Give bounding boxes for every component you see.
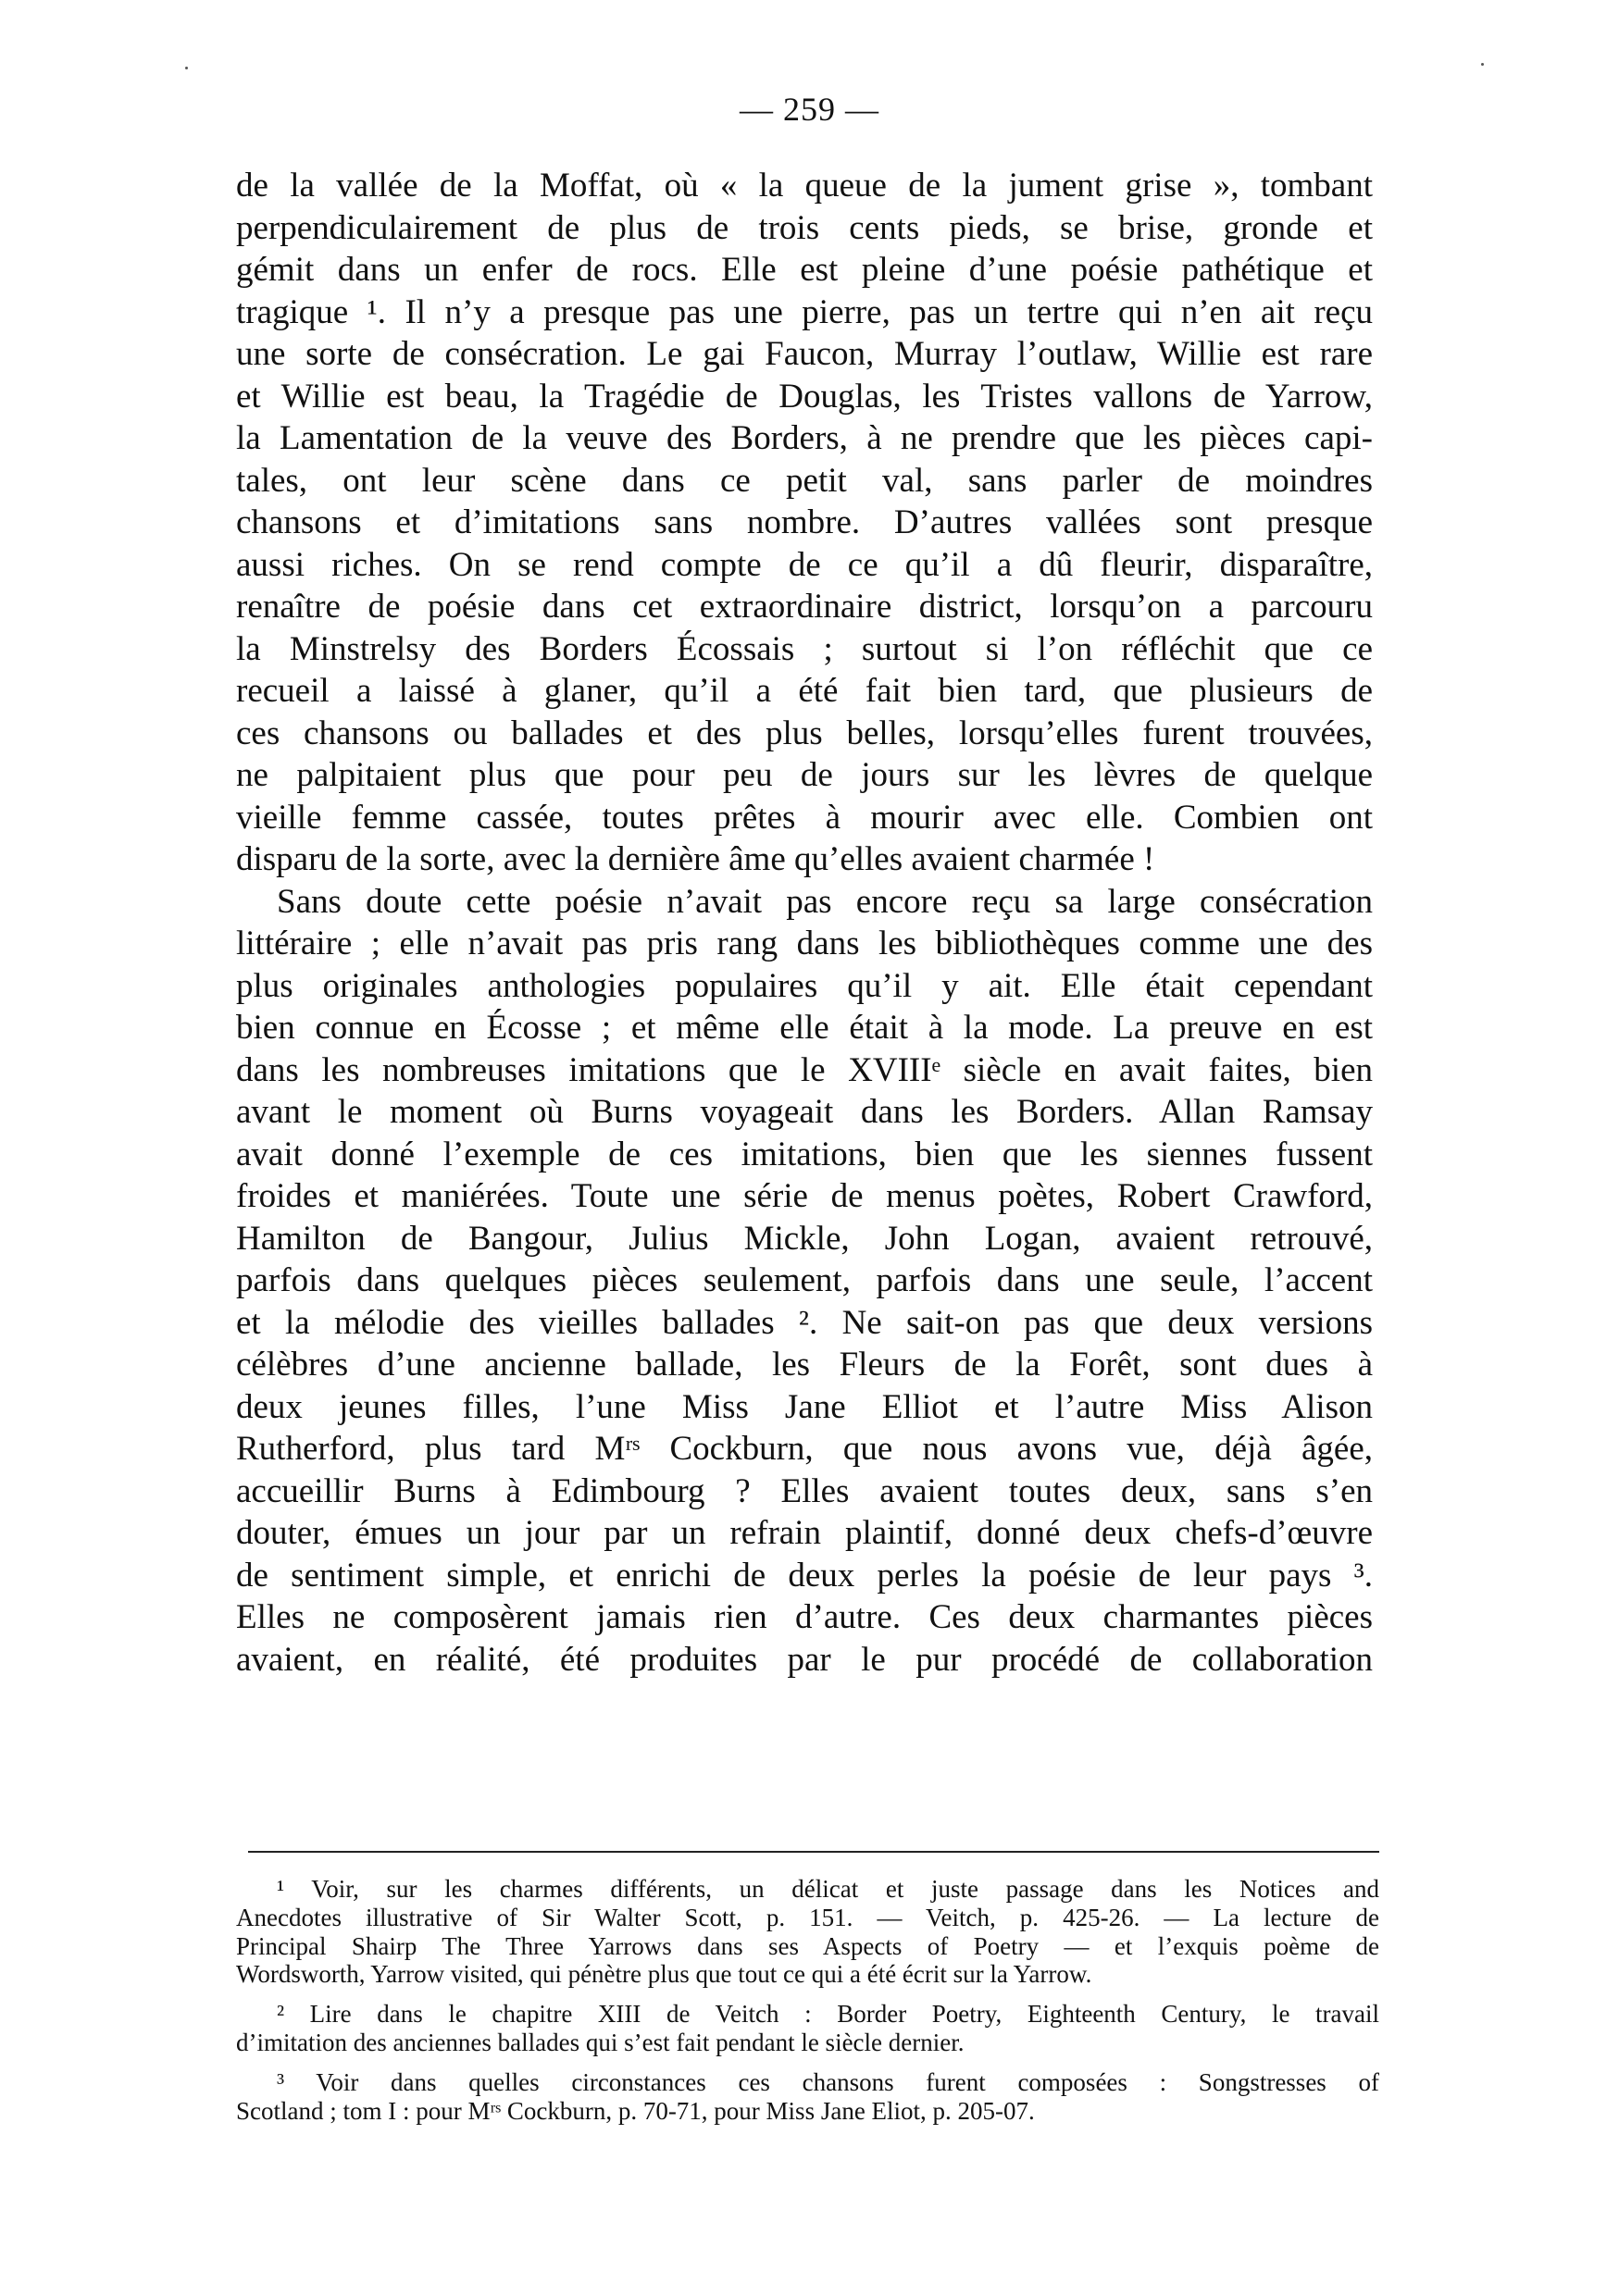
footnote-line: Anecdotes illustrative of Sir Walter Scott, p. 151. — Veitch, p. 425-26. — La lecture de [236, 1903, 1379, 1931]
footnote-3 [236, 2068, 1379, 2126]
print-speck [1481, 63, 1484, 66]
text-line: aussi riches. On se rend compte de ce qu’il a dû fleurir, disparaître, [236, 545, 1373, 584]
text-line: douter, émues un jour par un refrain plaintif, donné deux chefs-d’œuvre [236, 1514, 1373, 1552]
text-line: tales, ont leur scène dans ce petit val, sans parler de moindres [236, 461, 1373, 500]
text-line: plus originales anthologies populaires qu’il y ait. Elle était cependant [236, 966, 1373, 1005]
text-line: la Minstrelsy des Borders Écossais ; surtout si l’on réfléchit que ce [236, 629, 1373, 668]
text-line: tragique ¹. Il n’y a presque pas une pierre, pas un tertre qui n’en ait reçu [236, 292, 1373, 331]
text-line: célèbres d’une ancienne ballade, les Fleurs de la Forêt, sont dues à [236, 1346, 1373, 1384]
text-line: de la vallée de la Moffat, où « la queue de la jument grise », tombant [236, 167, 1373, 205]
text-line: de sentiment simple, et enrichi de deux perles la poésie de leur pays ³. [236, 1556, 1373, 1595]
text-line: recueil a laissé à glaner, qu’il a été fait bien tard, que plusieurs de [236, 672, 1373, 710]
text-line: et la mélodie des vieilles ballades ². Ne sait-on pas que deux versions [236, 1303, 1373, 1342]
footnote-line: d’imitation des anciennes ballades qui s’est fait pendant le siècle dernier. [236, 2028, 965, 2056]
footnote-1 [236, 1875, 1379, 1989]
text-line: avaient, en réalité, été produites par le pur procédé de collaboration [236, 1640, 1373, 1679]
text-line: avant le moment où Burns voyageait dans les Borders. Allan Ramsay [236, 1093, 1373, 1131]
text-line: Sans doute cette poésie n’avait pas encore reçu sa large consécration [277, 882, 1373, 921]
footnote-line: ³ Voir dans quelles circonstances ces chansons furent composées : Songstresses of [277, 2067, 1379, 2096]
text-line: bien connue en Écosse ; et même elle était à la mode. La preuve en est [236, 1009, 1373, 1047]
footnote-line: ² Lire dans le chapitre XIII de Veitch : Border Poetry, Eighteenth Century, le travail [277, 2000, 1379, 2029]
text-line: la Lamentation de la veuve des Borders, à ne prendre que les pièces capi- [236, 419, 1373, 457]
text-line: Rutherford, plus tard Mʳˢ Cockburn, que nous avons vue, déjà âgée, [236, 1430, 1373, 1468]
text-line: ces chansons ou ballades et des plus belles, lorsqu’elles furent trouvées, [236, 714, 1373, 752]
text-line: gémit dans un enfer de rocs. Elle est pleine d’une poésie pathétique et [236, 251, 1373, 289]
text-line: avait donné l’exemple de ces imitations, bien que les siennes fussent [236, 1135, 1373, 1173]
text-line: vieille femme cassée, toutes prêtes à mourir avec elle. Combien ont [236, 798, 1373, 837]
footnote-line: Principal Shairp The Three Yarrows dans ses Aspects of Poetry — et l’exquis poème de [236, 1931, 1379, 1960]
text-line: et Willie est beau, la Tragédie de Douglas, les Tristes vallons de Yarrow, [236, 377, 1373, 416]
text-line: Hamilton de Bangour, Julius Mickle, John Logan, avaient retrouvé, [236, 1219, 1373, 1258]
footnote-2 [236, 2000, 1379, 2057]
text-line: ne palpitaient plus que pour peu de jours sur les lèvres de quelque [236, 756, 1373, 794]
body-text [236, 165, 1373, 1681]
text-line: Elles ne composèrent jamais rien d’autre. Ces deux charmantes pièces [236, 1598, 1373, 1636]
footnote-line: Scotland ; tom I : pour Mʳˢ Cockburn, p. 70-71, pour Miss Jane Eliot, p. 205-07. [236, 2096, 1035, 2125]
text-line: disparu de la sorte, avec la dernière âme qu’elles avaient charmée ! [236, 840, 1155, 878]
print-speck [185, 67, 188, 69]
text-line: accueillir Burns à Edimbourg ? Elles avaient toutes deux, sans s’en [236, 1471, 1373, 1510]
text-line: parfois dans quelques pièces seulement, parfois dans une seule, l’accent [236, 1261, 1373, 1299]
footnote-line: Wordsworth, Yarrow visited, qui pénètre plus que tout ce qui a été écrit sur la Yarrow. [236, 1960, 1092, 1989]
text-line: deux jeunes filles, l’une Miss Jane Elliot et l’autre Miss Alison [236, 1387, 1373, 1426]
text-line: dans les nombreuses imitations que le XVIIIᵉ siècle en avait faites, bien [236, 1050, 1373, 1089]
text-line: chansons et d’imitations sans nombre. D’autres vallées sont presque [236, 503, 1373, 541]
text-line: perpendiculairement de plus de trois cents pieds, se brise, gronde et [236, 208, 1373, 247]
page-number: — 259 — [740, 91, 879, 128]
footnote-divider [248, 1851, 1379, 1853]
text-line: froides et maniérées. Toute une série de menus poètes, Robert Crawford, [236, 1177, 1373, 1215]
footnote-line: ¹ Voir, sur les charmes différents, un délicat et juste passage dans les Notices and [277, 1875, 1379, 1903]
text-line: littéraire ; elle n’avait pas pris rang dans les bibliothèques comme une des [236, 925, 1373, 962]
text-line: renaître de poésie dans cet extraordinaire district, lorsqu’on a parcouru [236, 588, 1373, 626]
text-line: une sorte de consécration. Le gai Faucon, Murray l’outlaw, Willie est rare [236, 335, 1373, 373]
footnotes [236, 1875, 1379, 2125]
